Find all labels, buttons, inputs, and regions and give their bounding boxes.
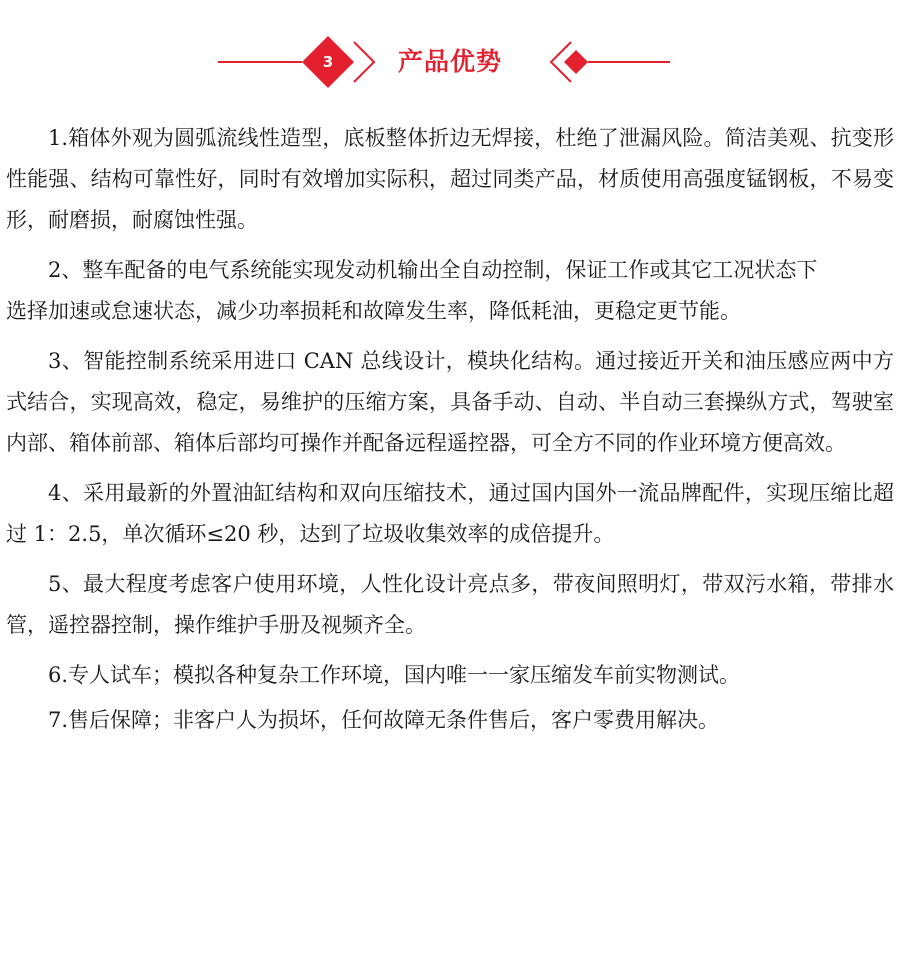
paragraph-2: 2、整车配备的电气系统能实现发动机输出全自动控制，保证工作或其它工况状态下	[48, 258, 818, 282]
paragraph-5: 5、最大程度考虑客户使用环境，人性化设计亮点多，带夜间照明灯，带双污水箱，带排水管，遥控器控制，操作维护手册及视频齐全。	[6, 572, 894, 637]
paragraph-6: 6.专人试车；模拟各种复杂工作环境，国内唯一一家压缩发车前实物测试。	[48, 663, 741, 687]
section-title: 产品优势	[398, 47, 503, 76]
paragraph-4: 4、采用最新的外置油缸结构和双向压缩技术，通过国内国外一流品牌配件，实现压缩比超过 1：2.5，单次循环≤20 秒，达到了垃圾收集效率的成倍提升。	[6, 481, 894, 546]
paragraph-3: 3、智能控制系统采用进口 CAN 总线设计，模块化结构。通过接近开关和油压感应两中方式结合，实现高效，稳定，易维护的压缩方案，具备手动、自动、半自动三套操纵方式，驾驶室内部、箱体前部、箱体后部均可操作并配备远程遥控器，可全方不同的作业环境方便高效。	[6, 349, 894, 455]
section-number: 3	[322, 53, 334, 71]
advantages-content	[6, 118, 894, 741]
section-header	[0, 30, 900, 94]
paragraph-7: 7.售后保障；非客户人为损坏，任何故障无条件售后，客户零费用解决。	[48, 708, 720, 732]
small-diamond-icon	[564, 50, 588, 74]
paragraph-1: 1.箱体外观为圆弧流线性造型，底板整体折边无焊接，杜绝了泄漏风险。简洁美观、抗变形性能强、结构可靠性好，同时有效增加实际积，超过同类产品，材质使用高强度锰钢板，不易变形，耐磨损，耐腐蚀性强。	[6, 126, 894, 232]
paragraph-2-continued: 选择加速或怠速状态，减少功率损耗和故障发生率，降低耗油，更稳定更节能。	[6, 299, 741, 323]
chevron-right-icon	[354, 42, 374, 82]
